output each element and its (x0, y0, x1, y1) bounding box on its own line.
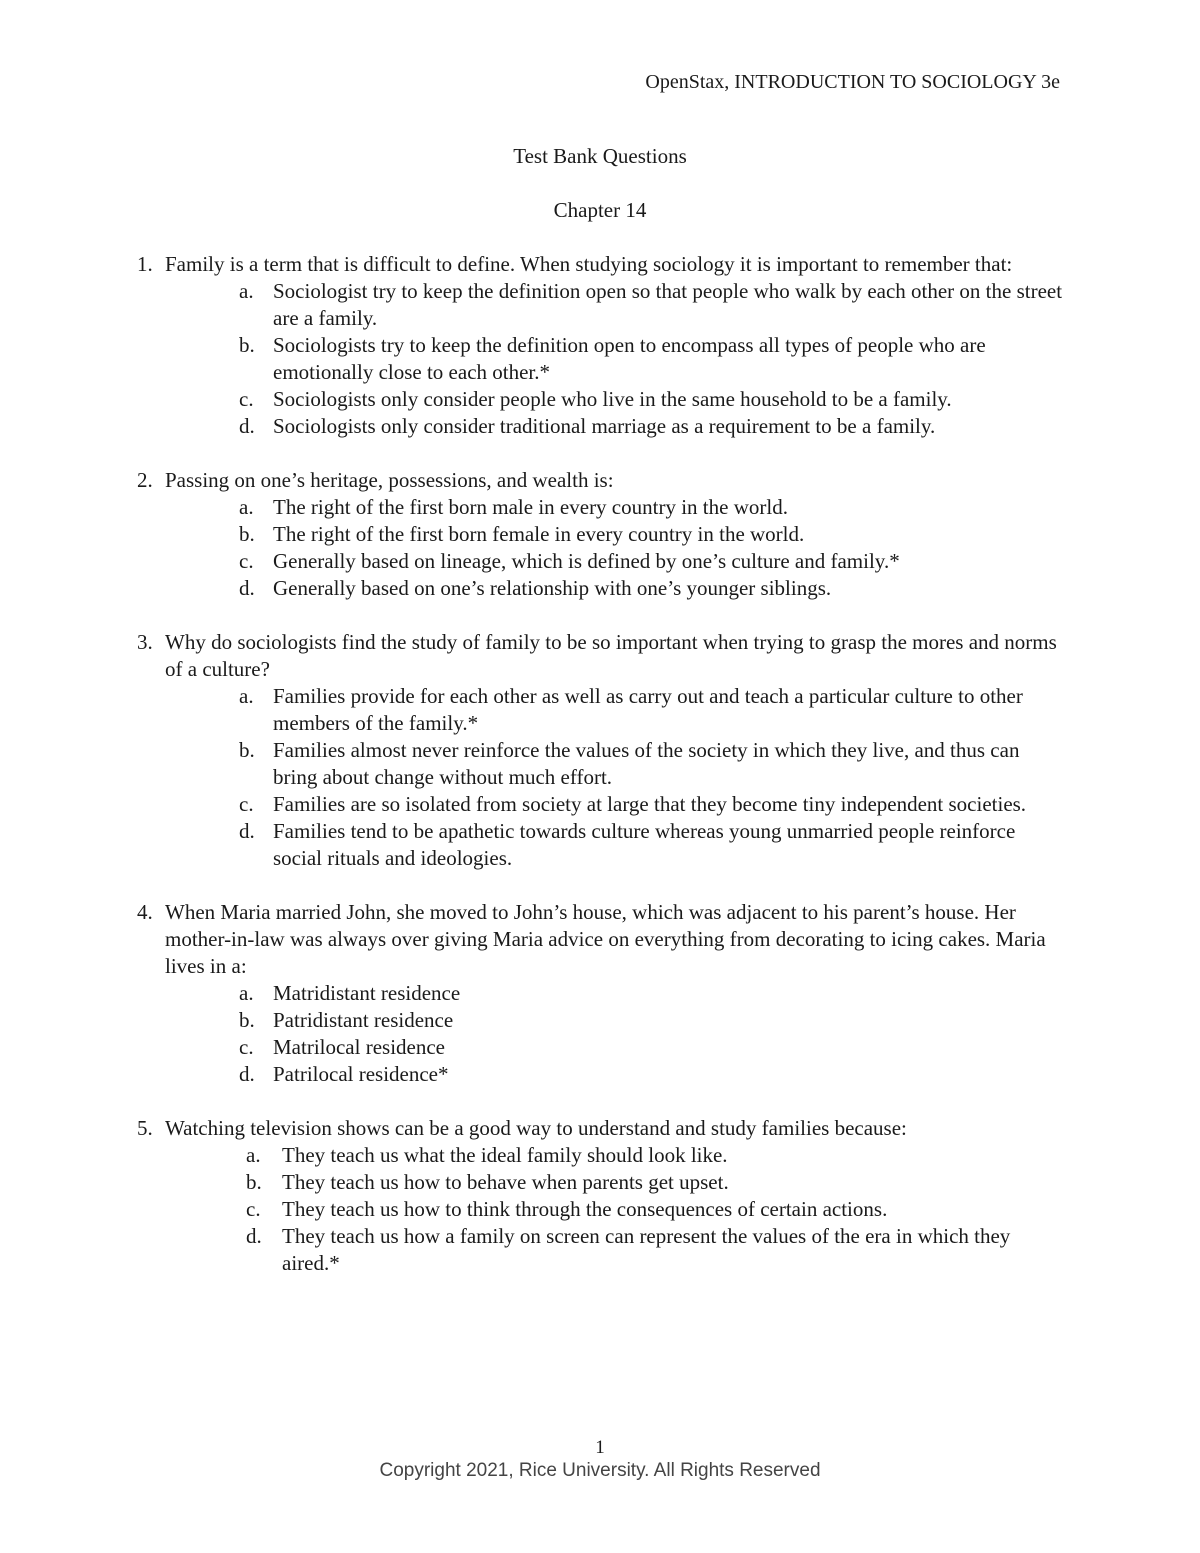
answer-option (137, 1169, 1067, 1196)
option-letter: b. (239, 333, 255, 357)
question-text: Family is a term that is difficult to define. When studying sociology it is important to remember that: (165, 252, 1013, 276)
running-header: OpenStax, INTRODUCTION TO SOCIOLOGY 3e (645, 71, 1060, 93)
option-letter: b. (239, 738, 255, 762)
option-letter: b. (246, 1170, 262, 1194)
option-text: Families almost never reinforce the values of the society in which they live, and thus can bring about change without much effort. (273, 738, 1020, 789)
answer-option (137, 1061, 1067, 1088)
answer-option (137, 737, 1067, 791)
option-text: Sociologists try to keep the definition open to encompass all types of people who are emotionally close to each other.* (273, 333, 986, 384)
option-text: Matridistant residence (273, 981, 461, 1005)
option-text: Families provide for each other as well as carry out and teach a particular culture to other members of the family.* (273, 684, 1023, 735)
question-number: 1. (137, 252, 153, 276)
answer-option (137, 494, 1067, 521)
question-stem (137, 899, 1067, 980)
answer-option (137, 521, 1067, 548)
question-1 (137, 251, 1067, 440)
option-text: The right of the first born male in every country in the world. (273, 495, 788, 519)
option-text: Generally based on lineage, which is defined by one’s culture and family.* (273, 549, 900, 573)
option-text: The right of the first born female in every country in the world. (273, 522, 805, 546)
answer-option (137, 278, 1067, 332)
answer-option (137, 575, 1067, 602)
answer-option (137, 332, 1067, 386)
option-letter: a. (239, 684, 254, 708)
option-text: Families are so isolated from society at large that they become tiny independent societies. (273, 792, 1027, 816)
question-text: Watching television shows can be a good way to understand and study families because: (165, 1116, 907, 1140)
option-text: They teach us how to think through the consequences of certain actions. (282, 1197, 888, 1221)
page-number: 1 (595, 1437, 605, 1458)
answer-option (137, 1007, 1067, 1034)
copyright-notice: Copyright 2021, Rice University. All Rights Reserved (379, 1460, 821, 1481)
question-5 (137, 1115, 1067, 1277)
answer-options (137, 278, 1067, 440)
option-letter: a. (246, 1143, 261, 1167)
option-letter: c. (239, 549, 254, 573)
option-letter: d. (239, 414, 255, 438)
option-text: Matrilocal residence (273, 1035, 445, 1059)
option-letter: a. (239, 495, 254, 519)
option-text: Sociologists only consider people who live in the same household to be a family. (273, 387, 952, 411)
option-text: Sociologists only consider traditional marriage as a requirement to be a family. (273, 414, 936, 438)
option-letter: b. (239, 1008, 255, 1032)
option-text: They teach us how to behave when parents get upset. (282, 1170, 729, 1194)
document-title: Test Bank Questions (513, 144, 687, 168)
option-text: Patrilocal residence* (273, 1062, 449, 1086)
answer-option (137, 980, 1067, 1007)
question-3 (137, 629, 1067, 872)
question-text: Passing on one’s heritage, possessions, and wealth is: (165, 468, 614, 492)
option-letter: b. (239, 522, 255, 546)
chapter-heading: Chapter 14 (553, 198, 647, 222)
option-letter: d. (239, 1062, 255, 1086)
question-2 (137, 467, 1067, 602)
option-letter: a. (239, 981, 254, 1005)
option-text: They teach us what the ideal family should look like. (282, 1143, 728, 1167)
question-number: 4. (137, 900, 153, 924)
question-number: 5. (137, 1116, 153, 1140)
answer-options (137, 683, 1067, 872)
option-text: They teach us how a family on screen can represent the values of the era in which they aired.* (282, 1224, 1011, 1275)
question-text: Why do sociologists find the study of family to be so important when trying to grasp the mores and norms of a culture? (165, 630, 1057, 681)
question-4 (137, 899, 1067, 1088)
option-text: Patridistant residence (273, 1008, 454, 1032)
answer-options (137, 980, 1067, 1088)
option-letter: d. (239, 819, 255, 843)
answer-option (137, 1196, 1067, 1223)
answer-option (137, 548, 1067, 575)
option-text: Generally based on one’s relationship with one’s younger siblings. (273, 576, 832, 600)
question-number: 3. (137, 630, 153, 654)
answer-option (137, 413, 1067, 440)
question-stem (137, 467, 1067, 494)
option-letter: c. (239, 387, 254, 411)
question-list (137, 251, 1067, 1304)
option-text: Sociologist try to keep the definition open so that people who walk by each other on the street are a family. (273, 279, 1063, 330)
answer-options (137, 1142, 1067, 1277)
answer-option (137, 791, 1067, 818)
option-text: Families tend to be apathetic towards culture whereas young unmarried people reinforce social rituals and ideologies. (273, 819, 1016, 870)
answer-option (137, 1223, 1067, 1277)
answer-option (137, 683, 1067, 737)
option-letter: c. (239, 1035, 254, 1059)
answer-option (137, 1142, 1067, 1169)
option-letter: c. (246, 1197, 261, 1221)
option-letter: c. (239, 792, 254, 816)
answer-option (137, 1034, 1067, 1061)
question-number: 2. (137, 468, 153, 492)
question-text: When Maria married John, she moved to John’s house, which was adjacent to his parent’s house. Her mother-in-law was always over giving Maria advice on everything from decorating to icing cakes. Maria lives in a: (165, 900, 1046, 978)
option-letter: d. (239, 576, 255, 600)
option-letter: d. (246, 1224, 262, 1248)
answer-option (137, 818, 1067, 872)
answer-option (137, 386, 1067, 413)
answer-options (137, 494, 1067, 602)
question-stem (137, 629, 1067, 683)
option-letter: a. (239, 279, 254, 303)
question-stem (137, 1115, 1067, 1142)
question-stem (137, 251, 1067, 278)
